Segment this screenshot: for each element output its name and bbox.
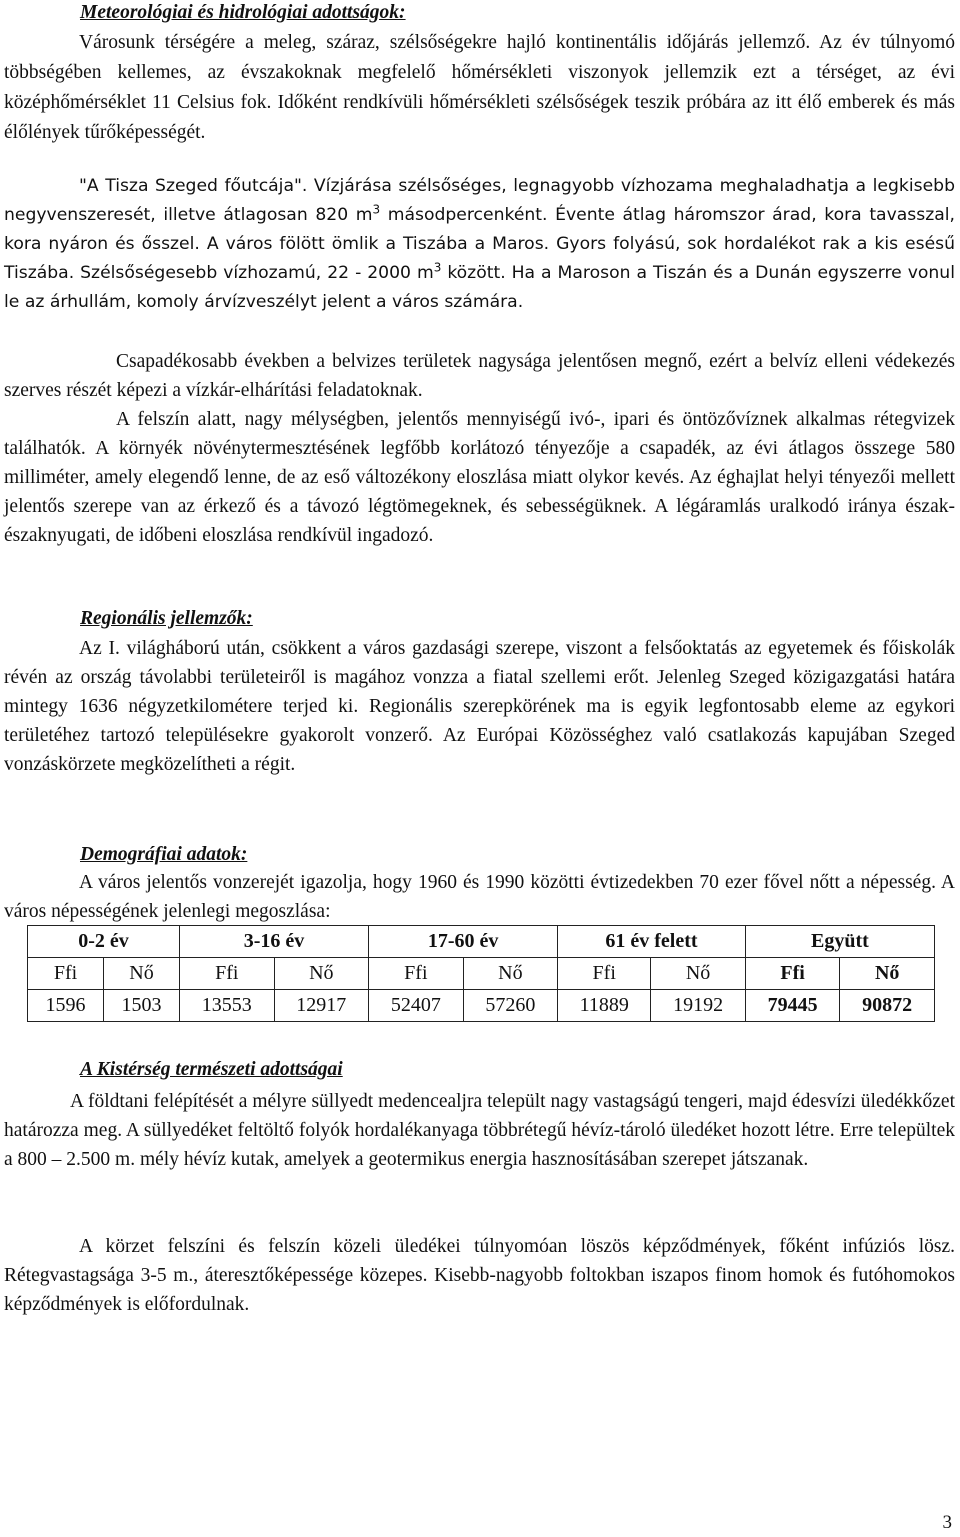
sex-cell: Ffi bbox=[745, 958, 840, 990]
age-group-cell: 17-60 év bbox=[369, 926, 558, 958]
sex-cell: Nő bbox=[651, 958, 746, 990]
regional-text: Az I. világháború után, csökkent a város gazdasági szerepe, viszont a felsőoktatás az egyetemek és főiskolák révén az ország távolabbi területeiről is magához vonzza a fiatal szellemi erőt. Jelenleg Szeged közigazgatási határa mintegy 1636 négyzetkilométere terjed ki. Regionális szerepkörének ma is egyik legfontosabb eleme az egykori területéhez tartozó településekre gyakorolt vonzerő. Az Európai Közösséghez való csatlakozás kapujában Szeged vonzáskörzete megközelítheti a régit. bbox=[4, 638, 955, 775]
population-table bbox=[27, 925, 935, 1022]
demo-heading: Demográfiai adatok: bbox=[80, 844, 248, 865]
belviz-paragraph bbox=[4, 347, 955, 405]
kister-paragraph-1 bbox=[4, 1087, 955, 1174]
kister-text-2: A körzet felszíni és felszín közeli üledékei túlnyomóan löszös képződmények, főként infúziós lösz. Rétegvastagsága 3-5 m., áteresztőképessége közepes. Kisebb-nagyobb foltokban iszapos finom homok és futóhomokos képződmények is előfordulnak. bbox=[4, 1236, 955, 1315]
meteo-heading: Meteorológiai és hidrológiai adottságok: bbox=[80, 2, 406, 23]
age-group-cell: 61 év felett bbox=[558, 926, 746, 958]
retegviz-paragraph bbox=[4, 405, 955, 550]
tisza-paragraph bbox=[4, 172, 955, 317]
retegviz-text: A felszín alatt, nagy mélységben, jelentős mennyiségű ivó-, ipari és öntözővíznek alkalmas rétegvizek találhatók. A környék növénytermesztésének legfőbb korlátozó tényezője a csapadék, az évi átlagos összege 580 milliméter, amely elegendő lenne, de az eső változékony eloszlása miatt olykor kevés. Az éghajlat helyi tényezői mellett jelentős szerepe van az érkező és a távozó légtömegeknek, és sebességüknek. A légáramlás uralkodó iránya észak-északnyugati, de időbeni eloszlása rendkívül ingadozó. bbox=[4, 409, 955, 546]
value-cell: 12917 bbox=[274, 990, 369, 1022]
sex-row bbox=[28, 958, 935, 990]
sex-cell: Nő bbox=[840, 958, 935, 990]
kister-paragraph-2 bbox=[4, 1232, 955, 1319]
tisza-text-c: között. Ha a Maroson a Tiszán és a Dunán egyszerre vonul le az árhullám, komoly árvízveszélyt jelent a város számára. bbox=[4, 263, 955, 312]
belviz-text: Csapadékosabb években a belvizes területek nagysága jelentősen megnő, ezért a belvíz elleni védekezés szerves részét képezi a vízkár-elhárítási feladatoknak. bbox=[4, 351, 955, 401]
tisza-text-a: "A Tisza Szeged főutcája". Vízjárása szélsőséges, legnagyobb vízhozama meghaladhatja a legkisebb negyvenszeresét, illetve átlagosan 820 m bbox=[4, 176, 955, 225]
sex-cell: Ffi bbox=[28, 958, 104, 990]
age-group-cell: 3-16 év bbox=[180, 926, 369, 958]
demo-paragraph bbox=[4, 868, 955, 926]
value-cell: 52407 bbox=[369, 990, 464, 1022]
sex-cell: Ffi bbox=[558, 958, 651, 990]
value-cell: 79445 bbox=[745, 990, 840, 1022]
sex-cell: Ffi bbox=[369, 958, 464, 990]
cubic-superscript: 3 bbox=[433, 260, 442, 275]
sex-cell: Nő bbox=[463, 958, 558, 990]
value-cell: 13553 bbox=[180, 990, 275, 1022]
sex-cell: Ffi bbox=[180, 958, 275, 990]
regional-heading: Regionális jellemzők: bbox=[80, 608, 253, 629]
value-cell: 11889 bbox=[558, 990, 651, 1022]
meteo-intro-paragraph bbox=[4, 28, 955, 148]
sex-cell: Nő bbox=[274, 958, 369, 990]
value-cell: 19192 bbox=[651, 990, 746, 1022]
page-number: 3 bbox=[942, 1512, 952, 1533]
age-group-cell: 0-2 év bbox=[28, 926, 180, 958]
demo-text: A város jelentős vonzerejét igazolja, hogy 1960 és 1990 közötti évtizedekben 70 ezer fővel nőtt a népesség. A város népességének jelenlegi megoszlása: bbox=[4, 872, 955, 922]
value-cell: 1596 bbox=[28, 990, 104, 1022]
tisza-text-b: másodpercenként. Évente átlag háromszor árad, kora tavasszal, kora nyáron és ősszel. A város fölött ömlik a Tiszába a Maros. Gyors folyású, sok hordalékot rak a kis esésű Tiszába. Szélsőségesebb vízhozamú, 22 - 2000 m bbox=[4, 205, 955, 283]
meteo-intro-text: Városunk térségére a meleg, száraz, szélsőségekre hajló kontinentális időjárás jellemző. Az év túlnyomó többségében kellemes, az évszakoknak megfelelő hőmérsékleti viszonyok jellemzik ezt a térséget, az évi középhőmérséklet 11 Celsius fok. Időként rendkívüli hőmérsékleti szélsőségek teszik próbára az itt élő emberek és más élőlények tűrőképességét. bbox=[4, 32, 955, 143]
value-cell: 90872 bbox=[840, 990, 935, 1022]
age-group-cell: Együtt bbox=[745, 926, 934, 958]
value-row bbox=[28, 990, 935, 1022]
kister-text-1: A földtani felépítését a mélyre süllyedt medencealjra települt nagy vastagságú tengeri, majd édesvízi üledékkőzet határozza meg. A süllyedéket feltöltő folyók hordalékanyaga többrétegű hévíz-tároló üledéket hozott létre. Erre települtek a 800 – 2.500 m. mély hévíz kutak, amelyek a geotermikus energia hasznosításában szerepet játszanak. bbox=[4, 1091, 955, 1170]
age-group-row bbox=[28, 926, 935, 958]
sex-cell: Nő bbox=[104, 958, 180, 990]
regional-paragraph bbox=[4, 634, 955, 779]
cubic-superscript: 3 bbox=[372, 202, 381, 217]
value-cell: 57260 bbox=[463, 990, 558, 1022]
value-cell: 1503 bbox=[104, 990, 180, 1022]
kister-heading: A Kistérség természeti adottságai bbox=[80, 1059, 343, 1080]
